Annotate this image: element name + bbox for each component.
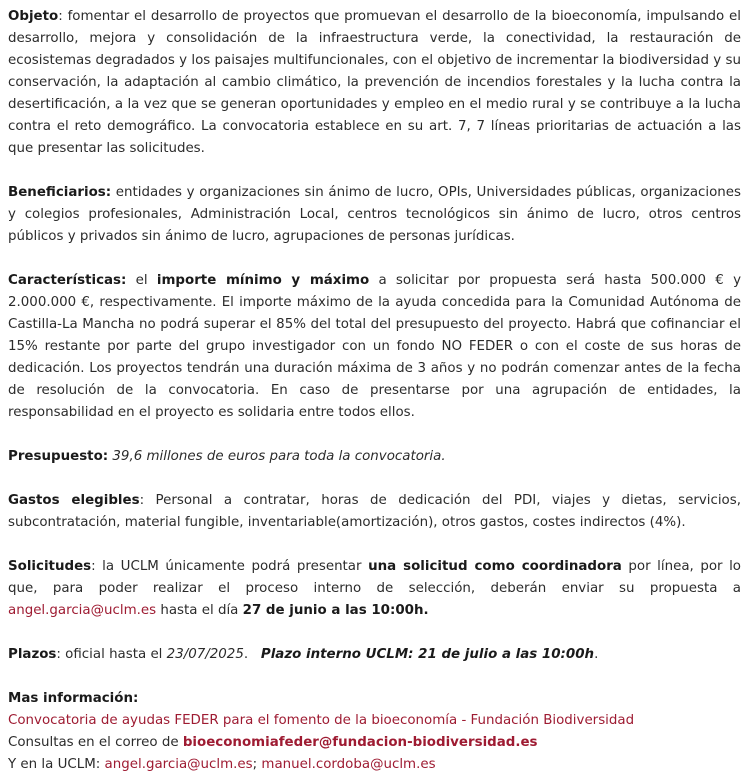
- consultas-line: [8, 732, 741, 754]
- uclm-email-link-2[interactable]: manuel.cordoba@uclm.es: [261, 757, 436, 772]
- solicitudes-email-link[interactable]: angel.garcia@uclm.es: [8, 603, 157, 618]
- solicitudes-coordinadora-bold: una solicitud como coordinadora: [368, 559, 622, 574]
- solicitudes-text-1: : la UCLM únicamente podrá presentar: [91, 559, 369, 574]
- beneficiarios-text: entidades y organizaciones sin ánimo de lucro, OPIs, Universidades públicas, organizaciones y colegios profesionales, Administración Local, centros tecnológicos sin ánimo de lucro, otros centros públicos y privados sin ánimo de lucro, agrupaciones de personas jurídicas.: [8, 185, 741, 244]
- uclm-email-link-1[interactable]: angel.garcia@uclm.es: [104, 757, 253, 772]
- solicitudes-text-2: por línea, por lo que, para poder realizar el proceso interno de selección, deberán enviar su propuesta a: [8, 559, 742, 596]
- objeto-paragraph: [8, 6, 741, 160]
- caracteristicas-paragraph: [8, 270, 741, 424]
- convocatoria-link[interactable]: Convocatoria de ayudas FEDER para el fomento de la bioeconomía - Fundación Biodiversidad: [8, 713, 635, 728]
- presupuesto-text: 39,6 millones de euros para toda la convocatoria.: [112, 449, 446, 464]
- caracteristicas-text-2: a solicitar por propuesta será hasta 500.000 € y 2.000.000 €, respectivamente: [8, 273, 741, 310]
- gastos-label: Gastos elegibles: [8, 493, 140, 508]
- plazos-internal-deadline: Plazo interno UCLM: 21 de julio a las 10:00h: [260, 647, 595, 662]
- gastos-text: : Personal a contratar, horas de dedicación del PDI, viajes y dietas, servicios, subcontratación, material fungible, inventariable(amortización), otros gastos, costes indirectos (4%).: [8, 493, 741, 530]
- uclm-separator: ;: [252, 757, 262, 772]
- plazos-text-1: : oficial hasta el: [56, 647, 167, 662]
- caracteristicas-label: Características:: [8, 273, 127, 288]
- uclm-contacts-line: [8, 754, 741, 776]
- mas-info-paragraph: [8, 688, 741, 776]
- beneficiarios-paragraph: [8, 182, 741, 248]
- caracteristicas-text-3: . El importe máximo de la ayuda concedida para la Comunidad Autónoma de Castilla-La Mancha no podrá superar el 85% del total del presupuesto del proyecto. Habrá que cofinanciar el 15% restante por parte del grupo investigador con un fondo NO FEDER o con el coste de sus horas de dedicación. Los proyectos tendrán una duración máxima de 3 años y no podrán comenzar antes de la fecha de resolución de la convocatoria. En caso de presentarse por una agrupación de entidades, la responsabilidad en el proyecto es solidaria entre todos ellos.: [8, 295, 741, 420]
- gastos-paragraph: [8, 490, 741, 534]
- caracteristicas-importe-bold: importe mínimo y máximo: [156, 273, 370, 288]
- uclm-prefix: Y en la UCLM:: [8, 757, 105, 772]
- plazos-text-2: .: [243, 647, 261, 662]
- solicitudes-text-3: hasta el día: [156, 603, 243, 618]
- plazos-label: Plazos: [8, 647, 57, 662]
- plazos-paragraph: [8, 644, 741, 666]
- consultas-email-link[interactable]: bioeconomiafeder@fundacion-biodiversidad.es: [182, 735, 538, 750]
- solicitudes-paragraph: [8, 556, 741, 622]
- mas-info-label: Mas información:: [8, 691, 139, 706]
- solicitudes-label: Solicitudes: [8, 559, 92, 574]
- consultas-prefix: Consultas en el correo de: [8, 735, 183, 750]
- solicitudes-deadline: 27 de junio a las 10:00h.: [242, 603, 429, 618]
- caracteristicas-text-1: el: [126, 273, 157, 288]
- presupuesto-label: Presupuesto:: [8, 449, 109, 464]
- objeto-label: Objeto: [8, 9, 59, 24]
- presupuesto-paragraph: [8, 446, 741, 468]
- beneficiarios-label: Beneficiarios:: [8, 185, 112, 200]
- plazos-text-3: .: [594, 647, 599, 662]
- plazos-official-date: 23/07/2025: [166, 647, 244, 662]
- objeto-text: : fomentar el desarrollo de proyectos que promuevan el desarrollo de la bioeconomía, impulsando el desarrollo, mejora y consolidación de la infraestructura verde, la conectividad, la restauración de ecosistemas degradados y los paisajes multifuncionales, con el objetivo de incrementar la biodiversidad y su conservación, la adaptación al cambio climático, la prevención de incendios forestales y la lucha contra la desertificación, a la vez que se generan oportunidades y empleo en el medio rural y se contribuye a la lucha contra el reto demográfico. La convocatoria establece en su art. 7, 7 líneas prioritarias de actuación a las que presentar las solicitudes.: [8, 9, 741, 156]
